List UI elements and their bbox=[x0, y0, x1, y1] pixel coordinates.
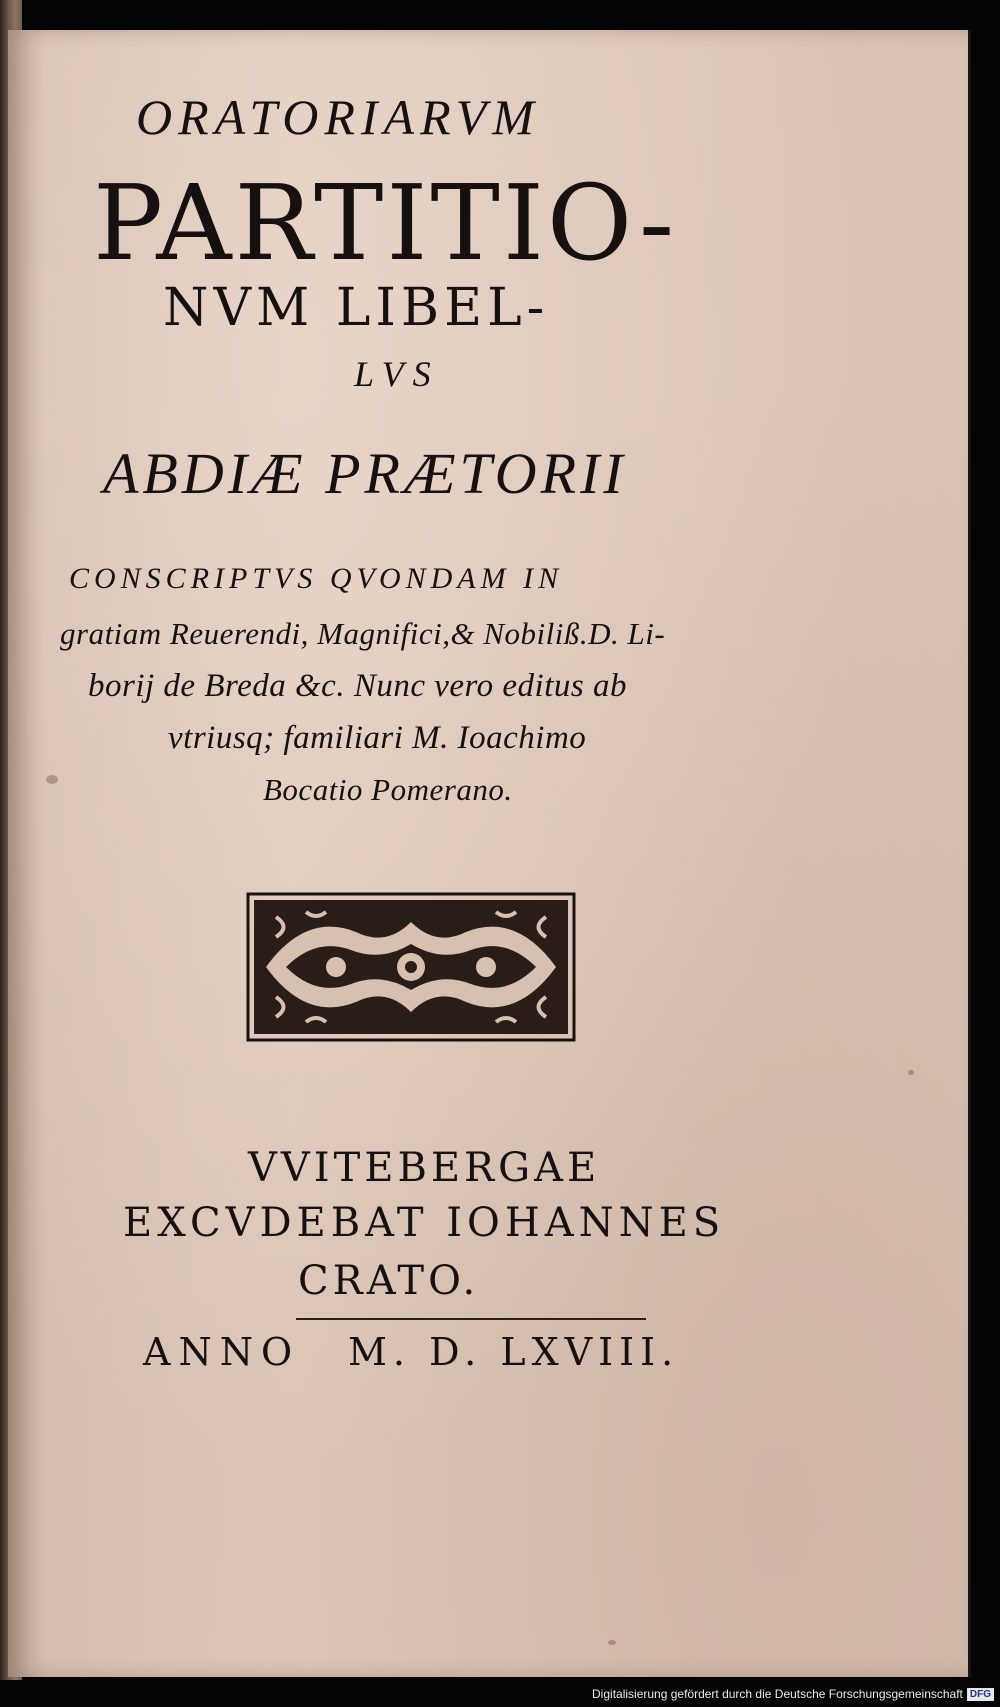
subtitle-line-2: gratiam Reuerendi, Magnifici,& Nobiliß.D. Li- bbox=[60, 616, 666, 651]
imprint-rule bbox=[296, 1318, 646, 1320]
woodcut-ornament-icon bbox=[246, 892, 576, 1042]
subtitle-line-4: vtriusq; familiari M. Ioachimo bbox=[168, 720, 587, 756]
paper-stain bbox=[608, 1640, 616, 1645]
imprint-printer-line: EXCVDEBAT IOHANNES bbox=[123, 1200, 726, 1246]
paper-stain bbox=[908, 1070, 914, 1075]
title-line-4: LVS bbox=[354, 354, 440, 394]
title-line-1: ORATORIARVM bbox=[136, 89, 540, 145]
imprint-place: VVITEBERGAE bbox=[248, 1145, 601, 1191]
title-line-3: NVM LIBEL- bbox=[163, 278, 550, 338]
footer-credit: Digitalisierung gefördert durch die Deutsche Forschungsgemeinschaft bbox=[592, 1687, 963, 1701]
digitization-footer bbox=[592, 1685, 994, 1703]
imprint-printer-name: CRATO. bbox=[298, 1258, 480, 1304]
subtitle-line-1: CONSCRIPTVS QVONDAM IN bbox=[69, 562, 564, 595]
subtitle-line-5: Bocatio Pomerano. bbox=[263, 772, 513, 807]
title-page bbox=[8, 30, 971, 1677]
paper-stain bbox=[46, 775, 58, 784]
imprint-year: M. D. LXVIII. bbox=[348, 1330, 680, 1374]
dfg-logo-icon: DFG bbox=[967, 1688, 994, 1701]
imprint-anno: ANNO bbox=[143, 1330, 301, 1374]
title-line-2: PARTITIO- bbox=[93, 162, 678, 284]
author-name: ABDIÆ PRÆTORII bbox=[103, 441, 627, 506]
subtitle-line-3: borij de Breda &c. Nunc vero editus ab bbox=[88, 668, 627, 704]
